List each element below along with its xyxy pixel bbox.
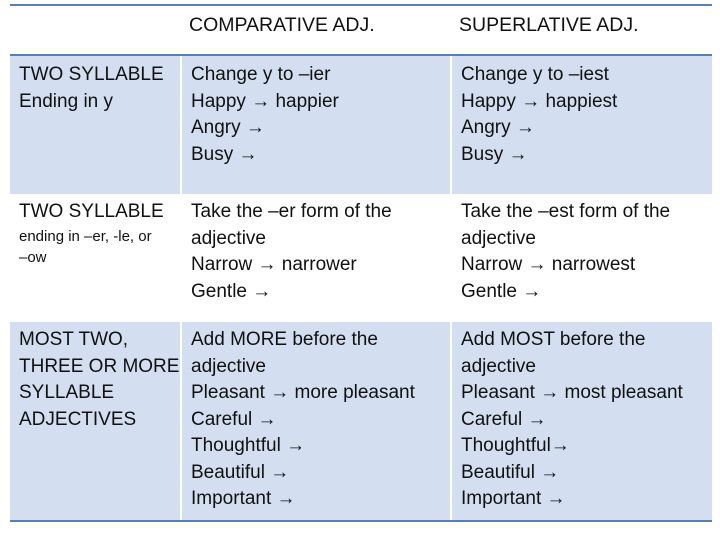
row-label-line: SYLLABLE — [19, 382, 115, 403]
comparative-rule: Add MORE before the — [191, 329, 378, 350]
superlative-example: Busy → — [461, 143, 528, 165]
comparative-example: Important → — [191, 488, 296, 509]
comparative-cell — [180, 56, 450, 194]
comparative-cell — [180, 194, 450, 322]
header-empty-cell — [10, 6, 180, 54]
row-label-line: MOST TWO, — [19, 329, 129, 350]
superlative-example: Angry → — [461, 117, 535, 138]
row-label-line: TWO SYLLABLE — [19, 64, 164, 85]
superlative-example: Pleasant → most pleasant — [461, 382, 683, 403]
superlative-rule: adjective — [461, 355, 536, 377]
superlative-example: Happy → happiest — [461, 90, 618, 112]
row-label-note: –ow — [19, 248, 47, 266]
row-label-line: Ending in y — [19, 90, 114, 112]
header-comparative: COMPARATIVE ADJ. — [180, 6, 450, 54]
superlative-example: Narrow → narrowest — [461, 254, 636, 275]
comparative-example: Beautiful → — [191, 461, 290, 483]
table-row-ending-in-y — [10, 56, 712, 194]
header-row — [10, 4, 712, 56]
row-label-line: ADJECTIVES — [19, 408, 137, 430]
row-label-line: TWO SYLLABLE — [19, 201, 164, 222]
comparative-rule: adjective — [191, 355, 266, 377]
table-row-ending-er-le-ow — [10, 194, 712, 322]
superlative-cell — [450, 56, 712, 194]
header-superlative: SUPERLATIVE ADJ. — [450, 6, 712, 54]
comparative-example: Careful → — [191, 408, 277, 430]
comparative-example: Happy → happier — [191, 90, 339, 112]
comparative-example: Narrow → narrower — [191, 254, 357, 275]
row-label-cell — [10, 322, 180, 520]
table-row-most-two-three-more — [10, 322, 712, 522]
comparative-example: Gentle → — [191, 280, 272, 302]
comparative-cell — [180, 322, 450, 520]
comparative-rule: Take the –er form of the — [191, 201, 392, 222]
comparative-example: Thoughtful → — [191, 435, 306, 456]
comparative-example: Angry → — [191, 117, 265, 138]
superlative-rule: Change y to –iest — [461, 64, 609, 85]
comparative-rule: adjective — [191, 227, 266, 249]
adjective-table — [10, 4, 712, 522]
superlative-example: Important → — [461, 488, 566, 509]
superlative-example: Careful → — [461, 408, 547, 430]
superlative-rule: Take the –est form of the — [461, 201, 671, 222]
superlative-example: Thoughtful→ — [461, 435, 570, 456]
comparative-example: Busy → — [191, 143, 258, 165]
superlative-example: Beautiful → — [461, 461, 560, 483]
row-label-cell — [10, 56, 180, 194]
superlative-cell — [450, 194, 712, 322]
superlative-rule: Add MOST before the — [461, 329, 646, 350]
row-label-note: ending in –er, -le, or — [19, 227, 152, 245]
row-label-line: THREE OR MORE — [19, 355, 180, 377]
comparative-example: Pleasant → more pleasant — [191, 382, 415, 403]
superlative-rule: adjective — [461, 227, 536, 249]
superlative-example: Gentle → — [461, 280, 542, 302]
row-label-cell — [10, 194, 180, 322]
comparative-rule: Change y to –ier — [191, 64, 331, 85]
superlative-cell — [450, 322, 712, 520]
